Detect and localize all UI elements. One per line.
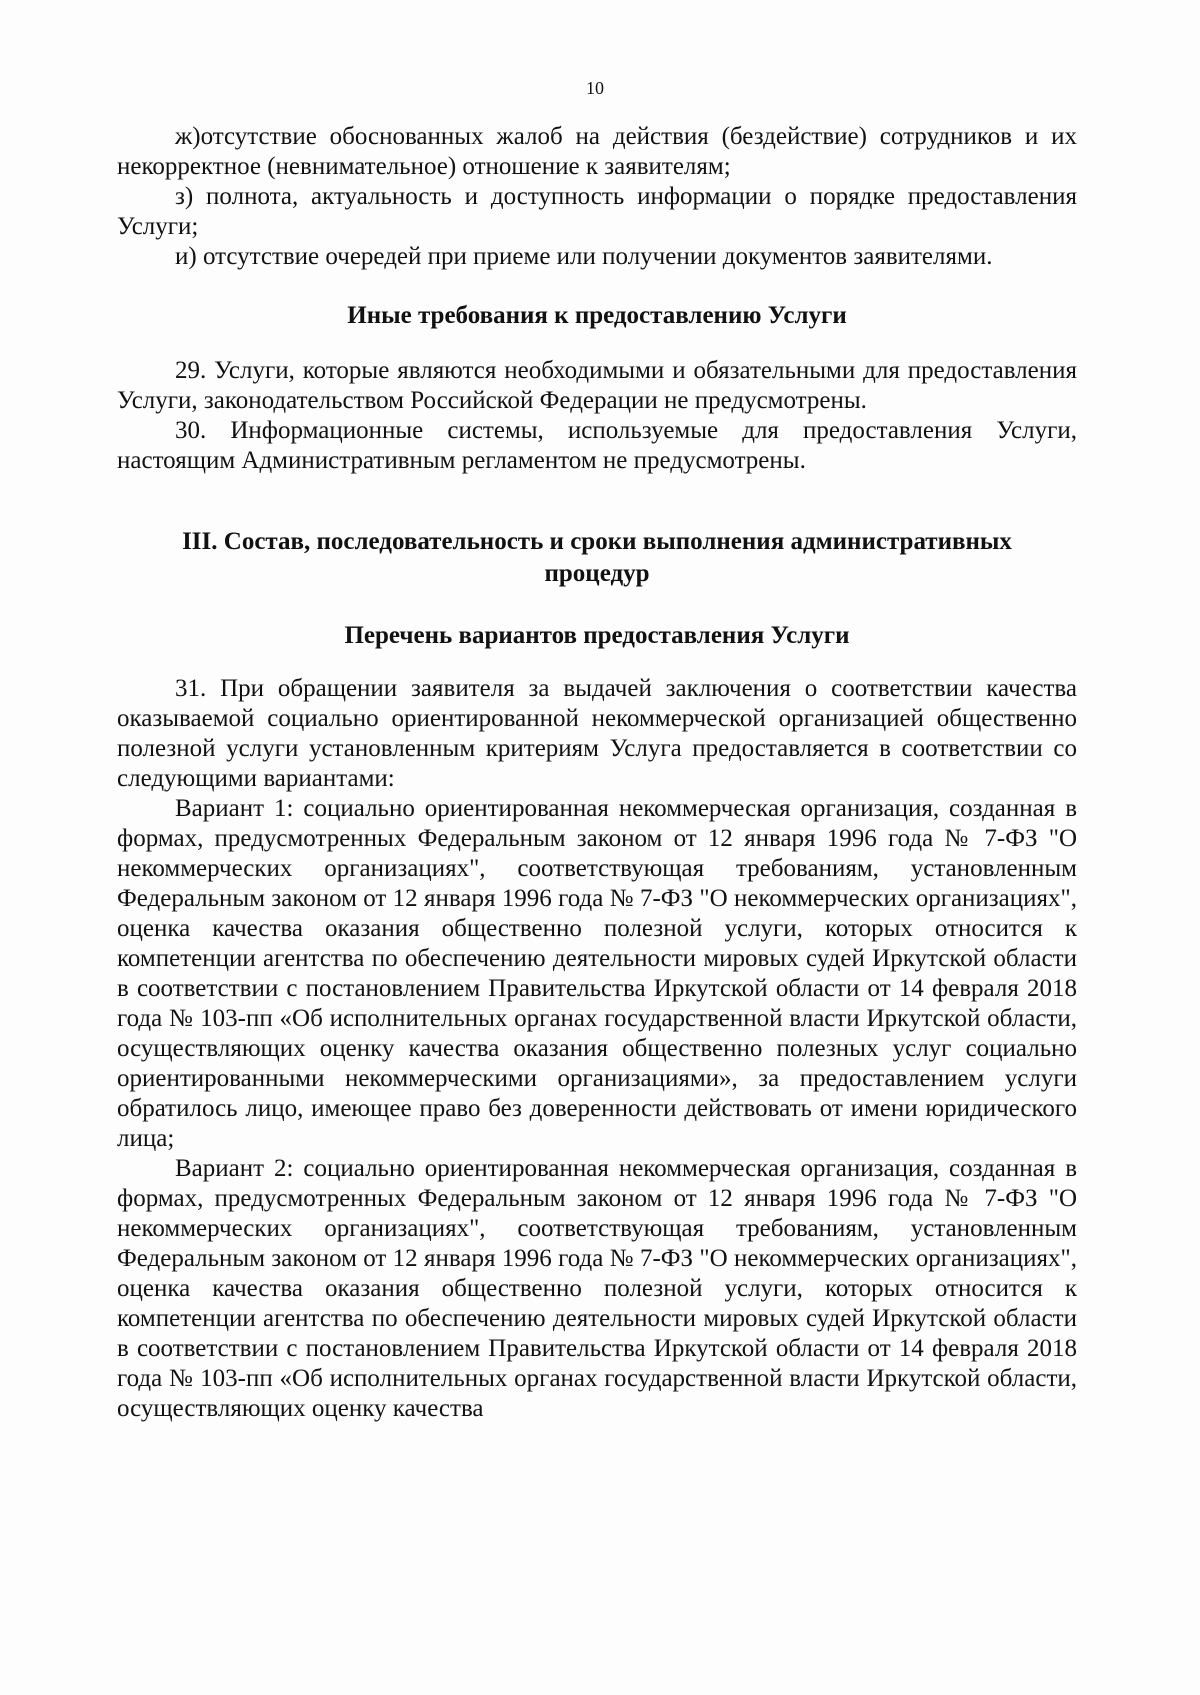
document-body — [117, 122, 1077, 1424]
page-number: 10 — [586, 78, 604, 98]
paragraph-item-zh: ж)отсутствие обоснованных жалоб на действия (бездействие) сотрудников и их некорректное (невнимательное) отношение к заявителям; — [117, 123, 1077, 180]
paragraph-item-i: и) отсутствие очередей при приеме или получении документов заявителями. — [175, 243, 993, 270]
section-heading-iii: III. Состав, последовательность и сроки выполнения административных процедур — [182, 528, 1012, 587]
heading-other-requirements: Иные требования к предоставлению Услуги — [347, 302, 847, 329]
paragraph-variant-1: Вариант 1: социально ориентированная некоммерческая организация, созданная в формах, предусмотренных Федеральным законом от 12 января 1996 года № 7-ФЗ "О некоммерческих организациях", соответствующая требованиям, установленным Федеральным законом от 12 января 1996 года № 7-ФЗ "О некоммерческих организациях", оценка качества оказания общественно полезной услуги, которых относится к компетенции агентства по обеспечению деятельности мировых судей Иркутской области в соответствии с постановлением Правительства Иркутской области от 14 февраля 2018 года № 103-пп «Об исполнительных органах государственной власти Иркутской области, осуществляющих оценку качества оказания общественно полезных услуг социально ориентированными некоммерческими организациями», за предоставлением услуги обратилось лицо, имеющее право без доверенности действовать от имени юридического лица; — [117, 795, 1077, 1152]
paragraph-29: 29. Услуги, которые являются необходимыми и обязательными для предоставления Услуги, законодательством Российской Федерации не предусмотрены. — [117, 357, 1077, 414]
heading-variants-list: Перечень вариантов предоставления Услуги — [344, 622, 850, 649]
paragraph-30: 30. Информационные системы, используемые для предоставления Услуги, настоящим Административным регламентом не предусмотрены. — [117, 417, 1077, 474]
paragraph-item-z: з) полнота, актуальность и доступность информации о порядке предоставления Услуги; — [117, 183, 1077, 240]
paragraph-31: 31. При обращении заявителя за выдачей заключения о соответствии качества оказываемой социально ориентированной некоммерческой организацией общественно полезной услуги установленным критериям Услуга предоставляется в соответствии со следующими вариантами: — [117, 675, 1077, 792]
paragraph-variant-2: Вариант 2: социально ориентированная некоммерческая организация, созданная в формах, предусмотренных Федеральным законом от 12 января 1996 года № 7-ФЗ "О некоммерческих организациях", соответствующая требованиям, установленным Федеральным законом от 12 января 1996 года № 7-ФЗ "О некоммерческих организациях", оценка качества оказания общественно полезной услуги, которых относится к компетенции агентства по обеспечению деятельности мировых судей Иркутской области в соответствии с постановлением Правительства Иркутской области от 14 февраля 2018 года № 103-пп «Об исполнительных органах государственной власти Иркутской области, осуществляющих оценку качества — [117, 1155, 1077, 1422]
